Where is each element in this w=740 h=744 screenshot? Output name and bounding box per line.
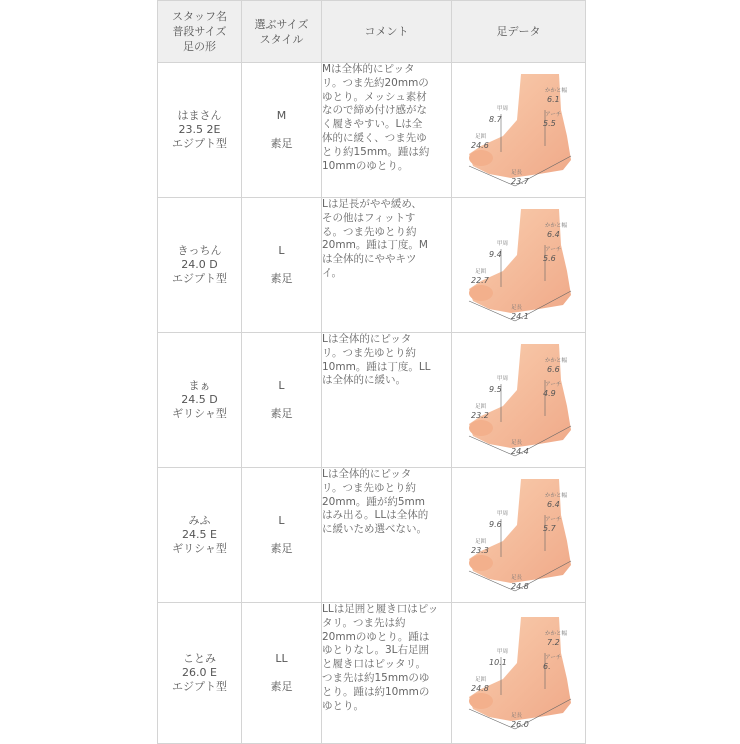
usual-size: 26.0 E: [182, 666, 217, 679]
foot-data-cell: [452, 603, 586, 744]
staff-cell: [158, 468, 242, 603]
size-cell: [242, 468, 322, 603]
foot-shape: エジプト型: [172, 272, 227, 285]
comment-line: 10mm。踵は丁度。LL: [322, 360, 431, 373]
comment-cell: [322, 603, 452, 744]
toe-shape: [469, 285, 493, 301]
length-value: 24.1: [510, 312, 529, 321]
length-label: 足長: [510, 440, 522, 446]
heel-value: 6.1: [546, 95, 560, 104]
heel-label: かかと幅: [544, 358, 567, 364]
heel-value: 6.4: [546, 500, 560, 509]
size-cell: [242, 333, 322, 468]
ball-value: 22.7: [470, 276, 489, 285]
comment-line: LLは足囲と履き口はピッ: [322, 603, 439, 615]
chosen-size: L: [278, 244, 285, 257]
staff-name: みふ: [188, 514, 211, 527]
staff-row: [158, 333, 586, 468]
staff-name: まぁ: [188, 379, 211, 392]
comment-line: ゆとりなし。3L右足囲: [322, 644, 430, 657]
comment-line: Lは足長がやや緩め、: [322, 198, 422, 210]
ball-label: 足囲: [474, 539, 486, 545]
header-staff-line: 普段サイズ: [172, 25, 227, 38]
header-foot: 足データ: [452, 1, 586, 63]
comment-line: 10mmのゆとり。: [322, 159, 409, 172]
arch-value: 6.: [542, 662, 551, 671]
comment-line: に緩いため選べない。: [322, 523, 427, 536]
header-comment: コメント: [322, 1, 452, 63]
foot-data-cell: [452, 63, 586, 198]
usual-size: 24.5 E: [182, 528, 217, 541]
chosen-size: LL: [275, 652, 288, 665]
comment-line: と履き口はピッタリ。: [322, 658, 427, 671]
instep-value: 10.1: [488, 658, 507, 667]
wear-style: 素足: [270, 407, 293, 420]
length-label: 足長: [510, 170, 522, 176]
comment-line: はみ出る。LLは全体的: [322, 509, 429, 522]
size-comparison-table: [157, 0, 586, 744]
usual-size: 24.5 D: [181, 393, 218, 406]
toe-shape: [469, 693, 493, 709]
comment-cell: [322, 468, 452, 603]
usual-size: 24.0 D: [181, 258, 218, 271]
length-value: 24.8: [510, 582, 529, 591]
arch-label: アーチ: [544, 655, 561, 661]
instep-value: 9.4: [488, 250, 502, 259]
comment-cell: [322, 333, 452, 468]
heel-label: かかと幅: [544, 223, 567, 229]
instep-label: 甲周: [496, 376, 508, 382]
foot-shape: エジプト型: [172, 680, 227, 693]
instep-value: 9.6: [488, 520, 502, 529]
comment-line: リ。つま先約20mmの: [322, 76, 429, 89]
header-style-line: 選ぶサイズ: [254, 17, 309, 31]
staff-cell: [158, 333, 242, 468]
staff-cell: [158, 63, 242, 198]
header-style-line: スタイル: [259, 32, 304, 46]
foot-shape: ギリシャ型: [172, 542, 227, 555]
comment-line: タリ。つま先は約: [322, 616, 406, 629]
heel-value: 6.4: [546, 230, 560, 239]
arch-value: 5.7: [542, 524, 556, 533]
staff-cell: [158, 198, 242, 333]
comment-line: なので締め付け感がな: [322, 104, 427, 117]
comment-line: Lは全体的にピッタ: [322, 333, 412, 345]
header-staff-line: スタッフ名: [172, 10, 227, 23]
comment-line: リ。つま先ゆとり約: [322, 346, 416, 359]
foot-shape: エジプト型: [172, 137, 227, 150]
comment-line: は全体的にややキツ: [322, 253, 417, 266]
foot-shape: ギリシャ型: [172, 407, 227, 420]
comment-line: 20mmのゆとり。踵は: [322, 630, 430, 643]
arch-label: アーチ: [544, 112, 561, 118]
comment-line: は全体的に緩い。: [322, 374, 406, 387]
instep-label: 甲周: [496, 106, 508, 112]
wear-style: 素足: [270, 542, 293, 555]
comment-line: Mは全体的にピッタ: [322, 63, 415, 75]
toe-shape: [469, 150, 493, 166]
heel-label: かかと幅: [544, 88, 567, 94]
comment-line: とり。踵は約10mmの: [322, 685, 430, 698]
staff-cell: [158, 603, 242, 744]
length-value: 26.0: [510, 720, 529, 729]
arch-value: 5.5: [542, 119, 556, 128]
header-row: [158, 1, 586, 63]
instep-label: 甲周: [496, 511, 508, 517]
length-label: 足長: [510, 713, 522, 719]
toe-shape: [469, 555, 493, 571]
foot-illustration: [459, 475, 579, 595]
foot-illustration: [459, 70, 579, 190]
arch-label: アーチ: [544, 382, 561, 388]
staff-row: [158, 468, 586, 603]
arch-label: アーチ: [544, 517, 561, 523]
comment-line: イ。: [322, 266, 343, 279]
heel-value: 6.6: [546, 365, 560, 374]
header-staff-line: 足の形: [183, 40, 216, 53]
ball-value: 23.2: [470, 411, 489, 420]
instep-label: 甲周: [496, 241, 508, 247]
ball-label: 足囲: [474, 404, 486, 410]
usual-size: 23.5 2E: [178, 123, 221, 136]
foot-data-cell: [452, 333, 586, 468]
staff-row: [158, 198, 586, 333]
wear-style: 素足: [270, 680, 293, 693]
wear-style: 素足: [270, 272, 293, 285]
arch-value: 4.9: [542, 389, 556, 398]
length-label: 足長: [510, 575, 522, 581]
chosen-size: M: [276, 109, 287, 122]
staff-row: [158, 603, 586, 744]
ball-label: 足囲: [474, 134, 486, 140]
size-cell: [242, 63, 322, 198]
comment-line: 体的に緩く、つま先ゆ: [322, 131, 427, 144]
length-value: 24.4: [510, 447, 529, 456]
length-value: 23.7: [510, 177, 529, 186]
header-style: [242, 1, 322, 63]
size-cell: [242, 198, 322, 333]
arch-label: アーチ: [544, 247, 561, 253]
comment-line: ゆとり。: [322, 699, 364, 712]
length-label: 足長: [510, 305, 522, 311]
ball-value: 24.6: [470, 141, 489, 150]
staff-name: はまさん: [177, 109, 222, 122]
toe-shape: [469, 420, 493, 436]
header-staff: [158, 1, 242, 63]
arch-value: 5.6: [542, 254, 556, 263]
instep-value: 8.7: [488, 115, 502, 124]
comment-line: つま先は約15mmのゆ: [322, 671, 430, 684]
heel-label: かかと幅: [544, 631, 567, 637]
foot-data-cell: [452, 468, 586, 603]
foot-illustration: [459, 340, 579, 460]
comment-line: 20mm。踵が約5mm: [322, 495, 425, 508]
comment-cell: [322, 198, 452, 333]
instep-value: 9.5: [488, 385, 502, 394]
ball-label: 足囲: [474, 677, 486, 683]
instep-label: 甲周: [496, 649, 508, 655]
staff-row: [158, 63, 586, 198]
wear-style: 素足: [270, 137, 293, 150]
heel-value: 7.2: [546, 638, 560, 647]
ball-value: 24.8: [470, 684, 489, 693]
comment-line: とり約15mm。踵は約: [322, 145, 430, 158]
comment-line: る。つま先ゆとり約: [322, 225, 417, 238]
chosen-size: L: [278, 379, 285, 392]
foot-illustration: [459, 205, 579, 325]
size-cell: [242, 603, 322, 744]
comment-line: 20mm。踵は丁度。M: [322, 239, 428, 252]
ball-label: 足囲: [474, 269, 486, 275]
comment-cell: [322, 63, 452, 198]
comment-line: リ。つま先ゆとり約: [322, 481, 416, 494]
comment-line: Lは全体的にピッタ: [322, 468, 412, 480]
ball-value: 23.3: [470, 546, 489, 555]
comment-line: く履きやすい。Lは全: [322, 118, 423, 131]
heel-label: かかと幅: [544, 493, 567, 499]
chosen-size: L: [278, 514, 285, 527]
comment-line: ゆとり。メッシュ素材: [322, 90, 427, 103]
staff-name: ことみ: [183, 652, 216, 665]
staff-name: きっちん: [177, 244, 222, 257]
foot-illustration: [459, 613, 579, 733]
foot-data-cell: [452, 198, 586, 333]
comment-line: その他はフィットす: [322, 211, 416, 224]
